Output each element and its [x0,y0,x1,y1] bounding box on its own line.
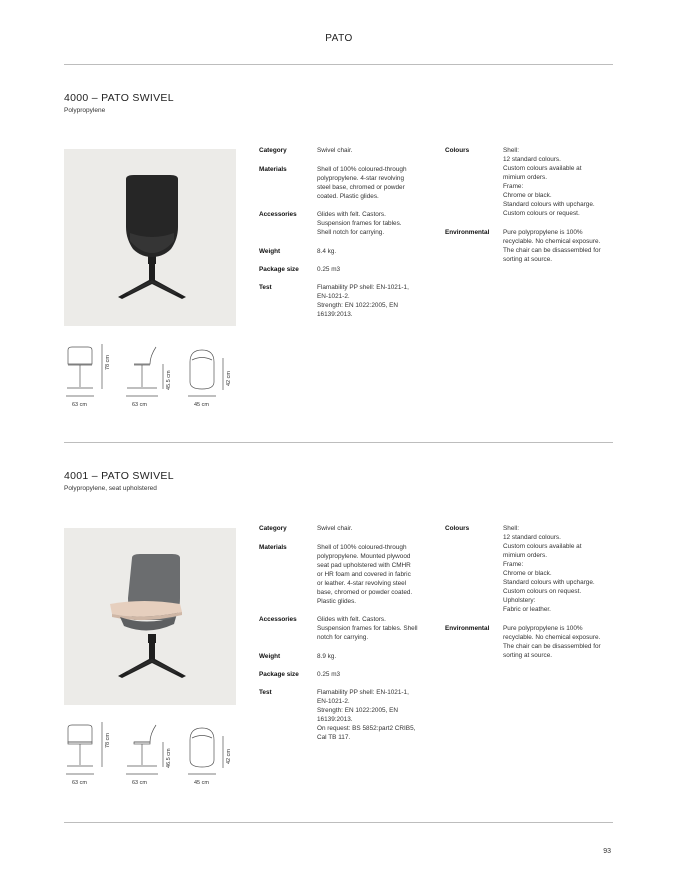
spec-label: Accessories [259,211,297,218]
spec-label: Package size [259,266,299,273]
spec-value: Shell: 12 standard colours. Custom colours available at mimium orders. Frame: Chrome or black. Standard colours with upcharge. Custom colours or request. [503,147,595,217]
spec-label: Test [259,689,272,696]
spec-value: Flamability PP shell: EN-1021-1, EN-1021-2. Strength: EN 1022:2005, EN 16139:2013. [317,284,409,318]
spec-label: Colours [445,525,470,532]
dim-side-width: 63 cm [132,780,147,786]
spec-label: Category [259,525,287,532]
dimension-drawings [64,344,264,409]
spec-value: Shell of 100% coloured-through polypropylene. 4-star revolving steel base, chromed or powder coated. Plastic glides. [317,166,407,200]
dim-side-height: 46.5 cm [166,748,172,768]
spec-table-right [445,524,625,674]
product-title: 4001 – PATO SWIVEL [64,470,174,482]
product-subtitle: Polypropylene, seat upholstered [64,485,157,492]
spec-value: Flamability PP shell: EN-1021-1, EN-1021-2. Strength: EN 1022:2005, EN 16139:2013. On request: BS 5852:part2 CRIB5, Cal TB 117. [317,689,416,741]
spec-label: Materials [259,166,287,173]
spec-value: 8.9 kg. [317,653,337,660]
dim-top-depth: 42 cm [226,371,232,386]
dim-front-width: 63 cm [72,402,87,408]
spec-value: 8.4 kg. [317,248,337,255]
spec-label: Category [259,147,287,154]
dim-top-width: 45 cm [194,780,209,786]
product-photo [64,149,236,326]
spec-value: 0.25 m3 [317,671,341,678]
dim-front-height: 78 cm [105,733,111,748]
spec-label: Environmental [445,625,490,632]
spec-value: Glides with felt. Castors. Suspension frames for tables. Shell notch for carrying. [317,616,418,641]
spec-table-left [259,146,439,326]
page-number: 93 [603,848,611,855]
section-divider [64,442,613,443]
spec-value: Shell of 100% coloured-through polypropylene. Mounted plywood seat pad upholstered with CMHR or HR foam and covered in fabric or leather. 4-star revolving steel base, chromed or powder coated. Plastic glides. [317,544,413,605]
spec-table-right [445,146,625,276]
dimension-icons [64,344,264,404]
dimension-icons [64,722,264,782]
spec-value: Pure polypropylene is 100% recyclable. No chemical exposure. The chair can be disassembled for sorting at source. [503,229,601,263]
product-title: 4000 – PATO SWIVEL [64,92,174,104]
spec-label: Accessories [259,616,297,623]
header-divider [64,64,613,65]
dim-side-height: 45.5 cm [166,370,172,390]
dim-side-width: 63 cm [132,402,147,408]
spec-label: Materials [259,544,287,551]
footer-divider [64,822,613,823]
spec-value: Swivel chair. [317,147,353,154]
spec-value: Glides with felt. Castors. Suspension frames for tables. Shell notch for carrying. [317,211,402,236]
dimension-drawings [64,722,264,787]
spec-label: Test [259,284,272,291]
spec-label: Environmental [445,229,490,236]
spec-value: Swivel chair. [317,525,353,532]
spec-table-left [259,524,439,754]
spec-value: 0.25 m3 [317,266,341,273]
product-photo [64,528,236,705]
spec-label: Weight [259,653,281,660]
dim-front-width: 63 cm [72,780,87,786]
dim-top-width: 45 cm [194,402,209,408]
spec-value: Shell: 12 standard colours. Custom colours available at mimium orders. Frame: Chrome or black. Standard colours with upcharge. Custom colours on request. Upholstery: Fabric or leather. [503,525,595,613]
page-header-title: PATO [325,33,353,44]
spec-label: Colours [445,147,470,154]
dim-front-height: 78 cm [105,355,111,370]
spec-value: Pure polypropylene is 100% recyclable. No chemical exposure. The chair can be disassembled for sorting at source. [503,625,601,659]
spec-label: Weight [259,248,281,255]
product-subtitle: Polypropylene [64,107,106,114]
spec-label: Package size [259,671,299,678]
dim-top-depth: 42 cm [226,749,232,764]
